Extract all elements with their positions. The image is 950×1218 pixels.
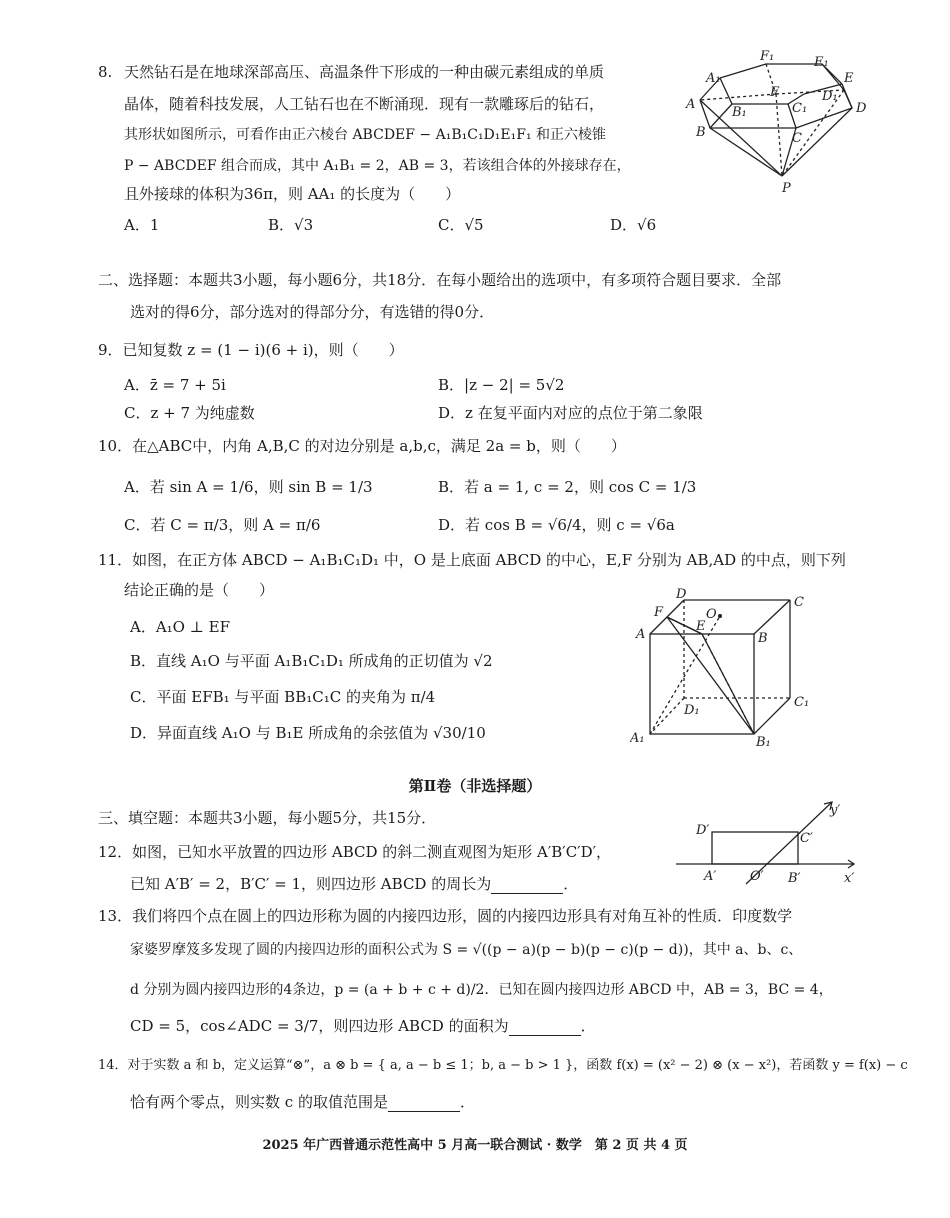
q9-option-b: B．|z − 2| = 5√2 (438, 376, 565, 394)
label-e: E (844, 71, 854, 86)
section2-line1: 二、选择题：本题共3小题，每小题6分，共18分．在每小题给出的选项中，有多项符合题目要求．全部 (98, 271, 782, 289)
diamond-figure (684, 48, 874, 196)
oblique-label-x: x′ (844, 871, 855, 886)
q13-line4 (130, 1016, 596, 1036)
cube-label-e: E (696, 619, 706, 634)
q14-line1: 14．对于实数 a 和 b，定义运算“⊗”，a ⊗ b = { a, a − b ≤ 1；b, a − b > 1 }，函数 f(x) = (x² − 2) ⊗ (x − x²)，若函数 y = f(x) − c (98, 1058, 908, 1073)
q14-answer-blank[interactable] (388, 1097, 460, 1112)
q11-option-a: A．A₁O ⊥ EF (130, 618, 230, 636)
q8-line4: P − ABCDEF 组合而成，其中 A₁B₁ = 2，AB = 3，若该组合体的外接球存在， (124, 158, 631, 174)
q13-line2: 家婆罗摩笈多发现了圆的内接四边形的面积公式为 S = √((p − a)(p − b)(p − c)(p − d))，其中 a、b、c、 (130, 942, 803, 958)
label-p: P (782, 181, 791, 196)
q12-line2-end: ． (563, 875, 579, 893)
cube-label-f: F (654, 605, 664, 620)
q8-line2: 晶体，随着科技发展，人工钻石也在不断涌现．现有一款雕琢后的钻石， (124, 95, 605, 113)
label-c1: C₁ (792, 101, 808, 116)
q14-line2 (130, 1092, 475, 1112)
q12-answer-blank[interactable] (491, 879, 563, 894)
q13-line3: d 分别为圆内接四边形的4条边，p = (a + b + c + d)/2．已知在圆内接四边形 ABCD 中，AB = 3，BC = 4， (130, 982, 833, 998)
label-c: C (792, 131, 802, 146)
q8-line1: 天然钻石是在地球深部高压、高温条件下形成的一种由碳元素组成的单质 (124, 63, 605, 81)
q8-option-d: D．√6 (610, 216, 657, 234)
oblique-label-c: C′ (800, 831, 813, 846)
q9-stem: 9．已知复数 z = (1 − i)(6 + i)，则（ ） (98, 341, 404, 359)
cube-label-b: B (758, 631, 768, 646)
q8-option-c: C．√5 (438, 216, 484, 234)
q12-line1: 12．如图，已知水平放置的四边形 ABCD 的斜二测直观图为矩形 A′B′C′D′， (98, 843, 612, 861)
q11-option-c: C．平面 EFB₁ 与平面 BB₁C₁C 的夹角为 π/4 (130, 688, 436, 706)
q14-line2-text: 恰有两个零点，则实数 c 的取值范围是 (130, 1093, 388, 1111)
q8-line5: 且外接球的体积为36π，则 AA₁ 的长度为（ ） (124, 185, 461, 203)
cube-label-c: C (794, 595, 804, 610)
q9-option-d: D．z 在复平面内对应的点位于第二象限 (438, 404, 703, 422)
label-b1: B₁ (732, 105, 747, 120)
oblique-label-o: O′ (750, 869, 764, 884)
section3-heading: 三、填空题：本题共3小题，每小题5分，共15分． (98, 809, 437, 827)
point-o (718, 614, 722, 618)
oblique-figure (676, 798, 866, 888)
cube-label-c1: C₁ (794, 695, 810, 710)
q12-line2 (130, 874, 578, 894)
q13-line4-text: CD = 5，cos∠ADC = 3/7，则四边形 ABCD 的面积为 (130, 1017, 509, 1035)
cube-figure (630, 586, 810, 750)
cube-label-a1: A₁ (630, 731, 645, 746)
label-e1: E₁ (814, 55, 829, 70)
q9-option-a: A．z̄ = 7 + 5i (124, 376, 226, 394)
q8-number: 8. (98, 63, 113, 81)
page-footer: 2025 年广西普通示范性高中 5 月高一联合测试 · 数学 第 2 页 共 4 页 (262, 1138, 688, 1153)
label-a: A (686, 97, 696, 112)
label-d1: D₁ (822, 89, 838, 104)
q13-line4-end: ． (580, 1017, 596, 1035)
cube-label-o: O (706, 607, 717, 622)
label-a1: A₁ (706, 71, 721, 86)
q8-line3: 其形状如图所示，可看作由正六棱台 ABCDEF − A₁B₁C₁D₁E₁F₁ 和正六棱锥 (124, 127, 607, 143)
label-f: F (770, 85, 780, 100)
cube-label-d1: D₁ (684, 703, 700, 718)
part2-title: 第Ⅱ卷（非选择题） (408, 777, 542, 795)
oblique-label-d: D′ (696, 823, 710, 838)
q10-stem: 10．在△ABC中，内角 A,B,C 的对边分别是 a,b,c，满足 2a = b，则（ ） (98, 437, 626, 455)
oblique-label-y: y′ (830, 803, 841, 818)
oblique-label-b: B′ (788, 871, 801, 886)
q11-option-b: B．直线 A₁O 与平面 A₁B₁C₁D₁ 所成角的正切值为 √2 (130, 652, 493, 670)
q9-option-c: C．z + 7 为纯虚数 (124, 404, 255, 422)
cube-label-b1: B₁ (756, 735, 771, 750)
q11-line2: 结论正确的是（ ） (124, 581, 275, 599)
q13-line1: 13．我们将四个点在圆上的四边形称为圆的内接四边形，圆的内接四边形具有对角互补的性质．印度数学 (98, 907, 793, 925)
q10-option-a: A．若 sin A = 1/6，则 sin B = 1/3 (124, 478, 373, 496)
oblique-label-a: A′ (704, 869, 717, 884)
label-d: D (856, 101, 867, 116)
q8-option-b: B．√3 (268, 216, 314, 234)
q10-option-b: B．若 a = 1, c = 2，则 cos C = 1/3 (438, 478, 697, 496)
label-b: B (696, 125, 706, 140)
q13-answer-blank[interactable] (509, 1021, 581, 1036)
q14-line2-end: ． (459, 1093, 475, 1111)
q10-option-d: D．若 cos B = √6/4，则 c = √6a (438, 516, 675, 534)
q12-line2-text: 已知 A′B′ = 2，B′C′ = 1，则四边形 ABCD 的周长为 (130, 875, 492, 893)
section2-line2: 选对的得6分，部分选对的得部分分，有选错的得0分． (130, 303, 495, 321)
q8-option-a: A．1 (124, 216, 160, 234)
cube-label-d: D (676, 587, 687, 602)
q11-option-d: D．异面直线 A₁O 与 B₁E 所成角的余弦值为 √30/10 (130, 724, 486, 742)
label-f1: F₁ (760, 49, 775, 64)
q10-option-c: C．若 C = π/3，则 A = π/6 (124, 516, 321, 534)
cube-label-a: A (636, 627, 646, 642)
q11-line1: 11．如图，在正方体 ABCD − A₁B₁C₁D₁ 中，O 是上底面 ABCD 的中心，E,F 分别为 AB,AD 的中点，则下列 (98, 551, 846, 569)
